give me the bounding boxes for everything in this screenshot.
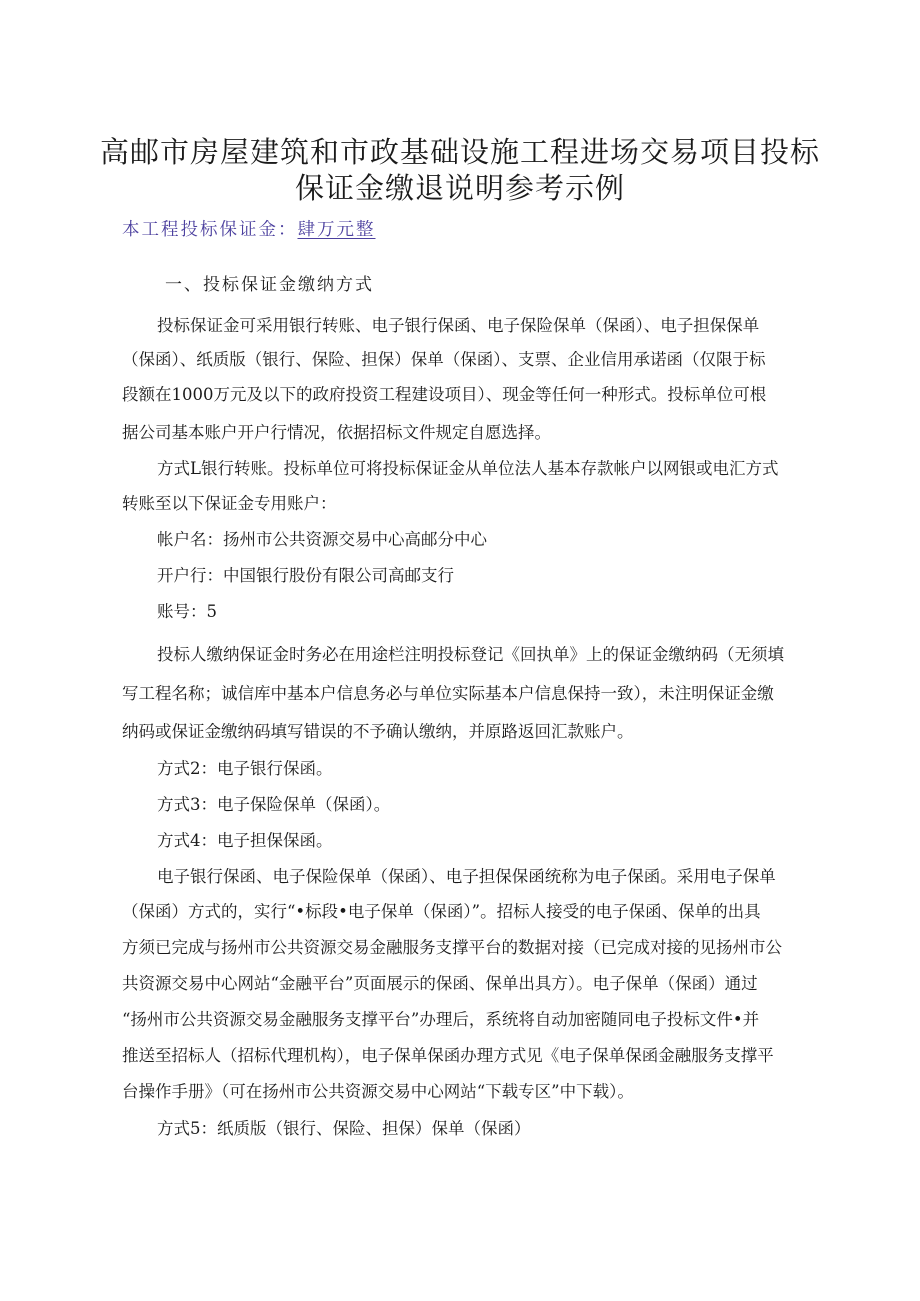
document-title-line-1: 高邮市房屋建筑和市政基础设施工程进场交易项目投标 — [100, 135, 821, 169]
paragraph-line: （保函）方式的，实行“•标段•电子保单（保函）”。招标人接受的电子保函、保单的出具 — [122, 902, 761, 921]
paragraph-line: 段额在1000万元及以下的政府投资工程建设项目）、现金等任何一种形式。投标单位可根 — [122, 385, 767, 404]
paragraph-line: （保函）、纸质版（银行、保险、担保）保单（保函）、支票、企业信用承诺函（仅限于标 — [122, 350, 766, 369]
paragraph-line: 投标人缴纳保证金时务必在用途栏注明投标登记《回执单》上的保证金缴纳码（无须填 — [157, 645, 784, 664]
paragraph-line: 方须已完成与扬州市公共资源交易金融服务支撑平台的数据对接（已完成对接的见扬州市公 — [122, 938, 782, 957]
paragraph-line: 推送至招标人（招标代理机构），电子保单保函办理方式见《电子保单保函金融服务支撑平 — [122, 1046, 774, 1065]
paragraph-line: 写工程名称；诚信库中基本户信息务必与单位实际基本户信息保持一致），未注明保证金缴 — [122, 684, 774, 703]
deposit-label: 本工程投标保证金： — [122, 220, 298, 240]
paragraph-line: 据公司基本账户开户行情况，依据招标文件规定自愿选择。 — [122, 423, 551, 442]
account-name: 帐户名：扬州市公共资源交易中心高邮分中心 — [157, 530, 487, 549]
document-title-line-2: 保证金缴退说明参考示例 — [294, 171, 625, 205]
deposit-amount-value: 肆万元整 — [297, 220, 376, 240]
method-5-text: 方式5：纸质版（银行、保险、担保）保单（保函） — [157, 1119, 531, 1138]
paragraph-line: 台操作手册》（可在扬州市公共资源交易中心网站“下载专区”中下载）。 — [122, 1082, 634, 1101]
deposit-amount-line — [122, 216, 376, 241]
paragraph-line: 投标保证金可采用银行转账、电子银行保函、电子保险保单（保函）、电子担保保单 — [157, 316, 760, 335]
bank-name: 开户行：中国银行股份有限公司高邮支行 — [157, 566, 454, 585]
method-2-text: 方式2：电子银行保函。 — [157, 759, 333, 778]
paragraph-line: 电子银行保函、电子保险保单（保函）、电子担保保函统称为电子保函。采用电子保单 — [157, 867, 776, 886]
method-3-text: 方式3：电子保险保单（保函）。 — [157, 795, 391, 814]
method-1-text: 方式L银行转账。投标单位可将投标保证金从单位法人基本存款帐户以网银或电汇方式 — [157, 459, 779, 478]
section-heading-payment-methods: 一、投标保证金缴纳方式 — [165, 275, 374, 295]
account-number: 账号：5 — [157, 602, 217, 621]
paragraph-line: “扬州市公共资源交易金融服务支撑平台”办理后，系统将自动加密随同电子投标文件•并 — [122, 1010, 760, 1029]
method-1-text: 转账至以下保证金专用账户： — [122, 494, 337, 513]
paragraph-line: 纳码或保证金缴纳码填写错误的不予确认缴纳，并原路返回汇款账户。 — [122, 722, 634, 741]
method-4-text: 方式4：电子担保保函。 — [157, 831, 333, 850]
paragraph-line: 共资源交易中心网站“金融平台”页面展示的保函、保单出具方）。电子保单（保函）通过 — [122, 974, 758, 993]
